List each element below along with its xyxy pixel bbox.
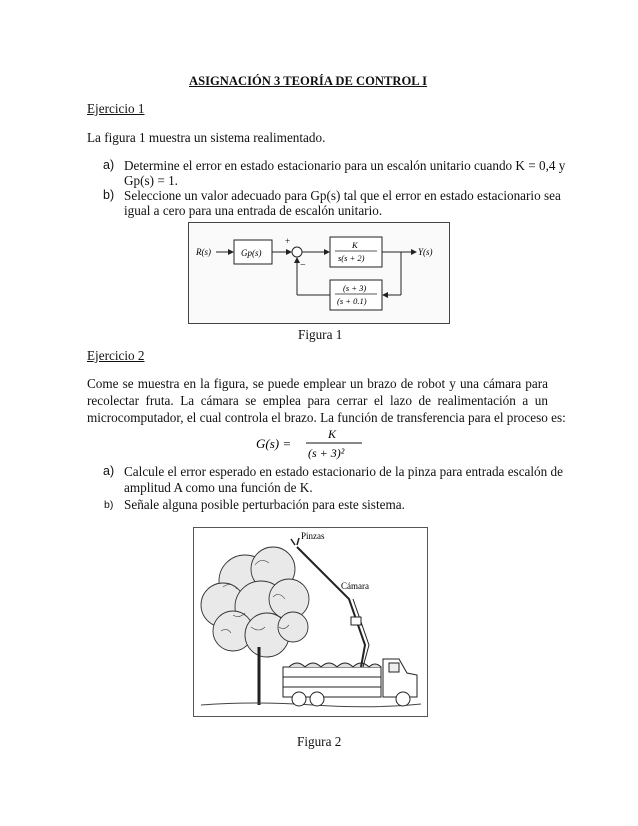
exercise-1-intro: La figura 1 muestra un sistema realimentado. — [87, 130, 326, 145]
paragraph-line: Come se muestra en la figura, se puede emplear un brazo de robot y una cámara para — [87, 376, 548, 391]
list-marker: b) — [104, 499, 114, 511]
equation-denominator: (s + 3)² — [308, 446, 345, 460]
equation-numerator: K — [328, 427, 337, 441]
equation-lhs: G(s) = — [256, 436, 292, 451]
input-label: R(s) — [196, 247, 211, 257]
list-item-text: Determine el error en estado estacionario para un escalón unitario cuando K = 0,4 y — [124, 158, 566, 173]
list-item-text: Calcule el error esperado en estado estacionario de la pinza para entrada escalón de — [124, 464, 563, 479]
label-camara: Cámara — [341, 581, 369, 591]
list-item-text: Señale alguna posible perturbación para este sistema. — [124, 497, 405, 512]
transfer-function-equation — [256, 426, 366, 462]
feedback-denominator: (s + 0.1) — [337, 296, 367, 306]
plant-denominator: s(s + 2) — [338, 253, 365, 263]
list-item-text: Gp(s) = 1. — [124, 173, 178, 188]
exercise-1-heading: Ejercicio 1 — [87, 101, 145, 116]
block-diagram-figure-1 — [188, 222, 450, 324]
page-title: ASIGNACIÓN 3 TEORÍA DE CONTROL I — [189, 74, 428, 88]
paragraph-line: recolectar fruta. La cámara se emplea para cerrar el lazo de realimentación a un — [87, 393, 548, 408]
list-marker: a) — [103, 464, 115, 478]
list-item-text: igual a cero para una entrada de escalón unitario. — [124, 203, 383, 218]
list-marker: a) — [103, 158, 115, 172]
plant-numerator: K — [352, 240, 358, 250]
camera-box — [351, 617, 361, 625]
gp-label: Gp(s) — [241, 248, 262, 258]
fruit-picking-robot-illustration — [193, 527, 428, 717]
exercise-2-heading: Ejercicio 2 — [87, 348, 145, 363]
label-pinzas: Pinzas — [301, 531, 325, 541]
list-item-text: Seleccione un valor adecuado para Gp(s) tal que el error en estado estacionario sea — [124, 188, 561, 203]
figure-2-caption: Figura 2 — [297, 734, 342, 749]
list-item-text: amplitud A como una función de K. — [124, 480, 313, 495]
figure-1-caption: Figura 1 — [298, 327, 343, 342]
paragraph-line: microcomputador, el cual controla el brazo. La función de transferencia para el proceso es: — [87, 410, 566, 425]
output-label: Y(s) — [418, 247, 433, 257]
feedback-numerator: (s + 3) — [343, 283, 367, 293]
minus-sign: − — [300, 260, 306, 271]
plus-sign: + — [285, 236, 291, 246]
summing-junction — [292, 247, 302, 257]
list-marker: b) — [103, 188, 115, 202]
